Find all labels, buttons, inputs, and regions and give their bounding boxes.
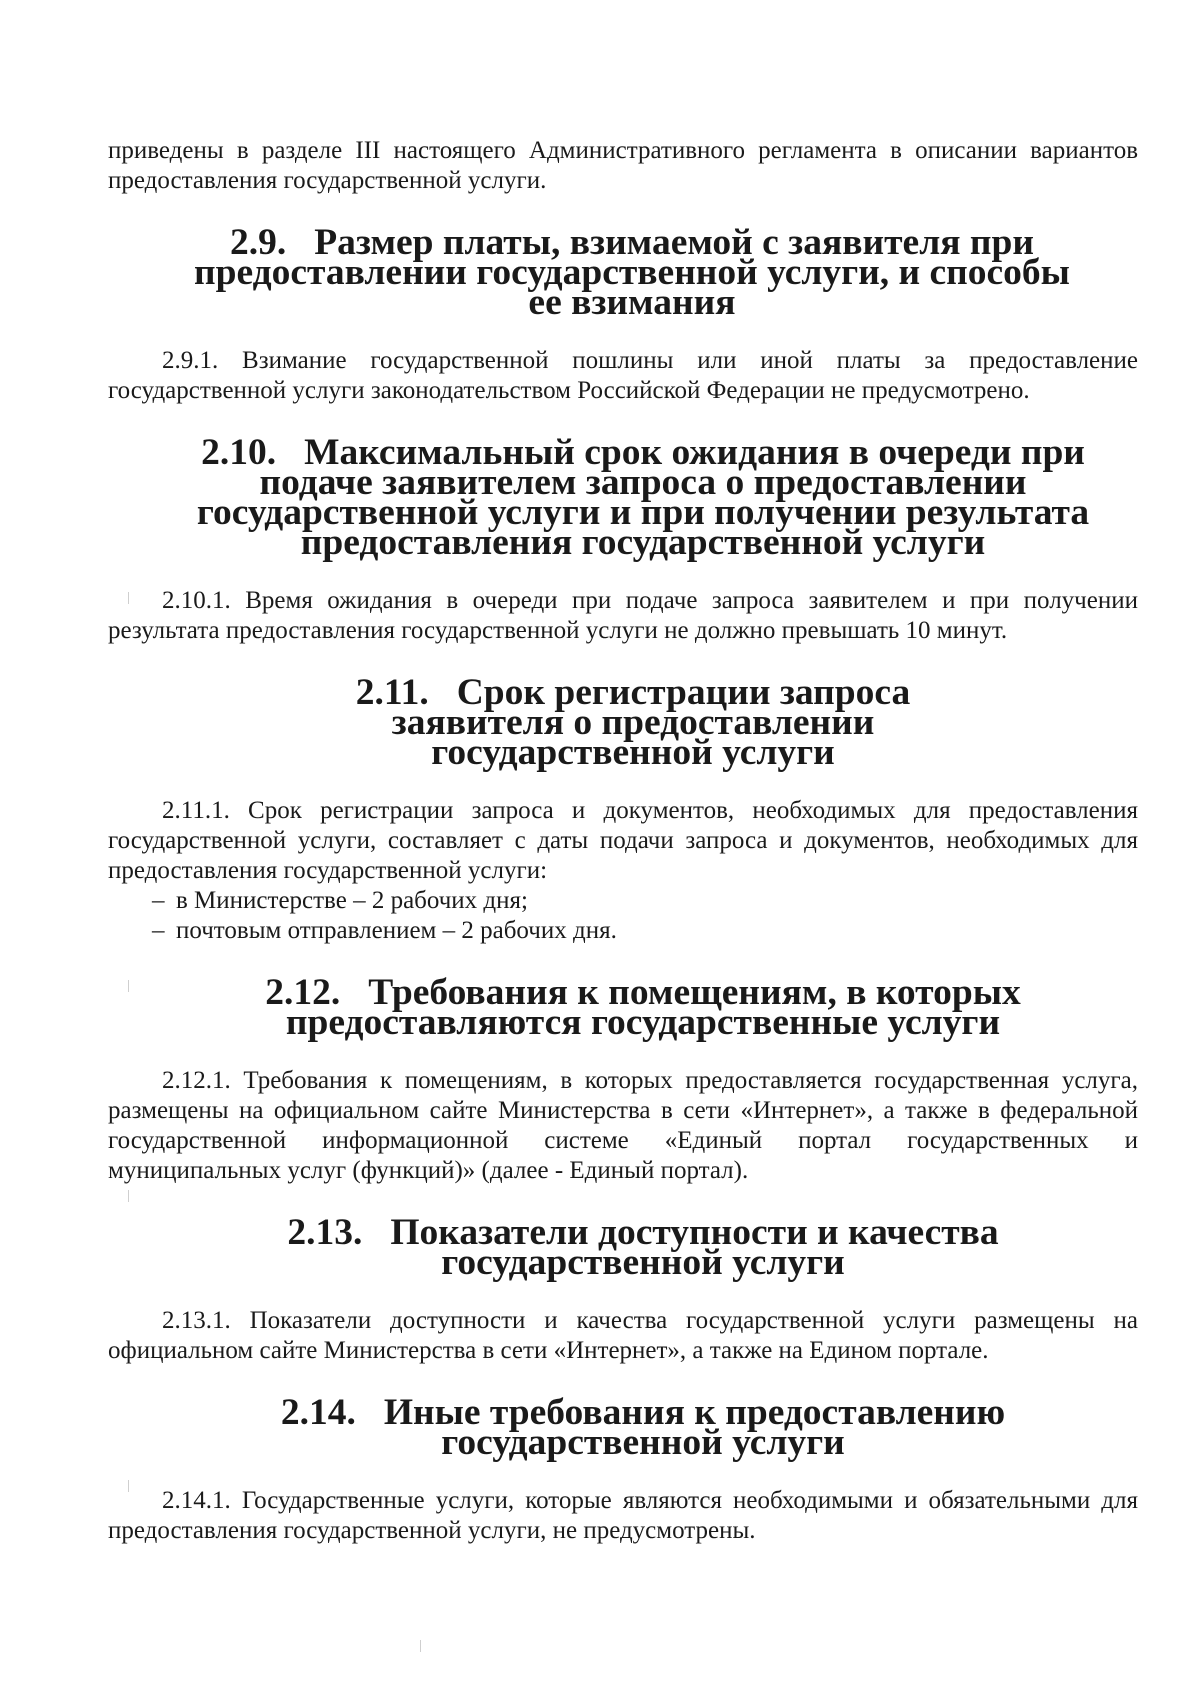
section-heading [108,1392,1138,1463]
section-2-9 [108,222,1138,406]
list-item-text: в Министерстве – 2 рабочих дня; [176,887,528,914]
list-item-text: почтовым отправлением – 2 рабочих дня. [176,917,617,944]
intro-paragraph: приведены в разделе III настоящего Административного регламента в описании вариантов предоставления государственной услуги. [108,137,1138,194]
section-heading [108,222,1138,323]
section-number: 2.13. [287,1212,363,1253]
requirements-list [108,886,1138,946]
list-item [108,916,1138,946]
section-paragraph: 2.14.1. Государственные услуги, которые являются необходимыми и обязательными для предоставления государственной услуги, не предусмотрены. [108,1487,1138,1544]
section-paragraph: 2.11.1. Срок регистрации запроса и документов, необходимых для предоставления государственной услуги, составляет с даты подачи запроса и документов, необходимых для предоставления государственной услуги: [108,797,1138,884]
section-2-10 [108,432,1138,646]
section-title: Максимальный срок ожидания в очереди при подаче заявителем запроса о предоставлении государственной услуги и при получении результата предоставления государственной услуги [196,432,1090,563]
scan-artifact [128,592,129,604]
section-paragraph: 2.12.1. Требования к помещениям, в которых предоставляется государственная услуга, размещены на официальном сайте Министерства в сети «Интернет», а также в федеральной государственной информационной системе «Единый портал государственных и муниципальных услуг (функций)» (далее - Единый портал). [108,1067,1138,1184]
section-2-12 [108,972,1138,1186]
scan-artifact [128,1480,129,1492]
section-number: 2.11. [355,672,429,713]
document-body [108,136,1138,1546]
section-title: Срок регистрации запроса заявителя о предоставлении государственной услуги [391,672,911,773]
section-2-14 [108,1392,1138,1546]
section-2-11 [108,672,1138,946]
section-number: 2.9. [230,222,287,263]
list-item [108,886,1138,916]
list-dash: – [152,887,165,914]
section-heading [108,1212,1138,1283]
scan-artifact [128,1190,129,1202]
section-number: 2.10. [201,432,277,473]
section-heading [108,672,1138,773]
section-heading [108,972,1138,1043]
section-title: Требования к помещениям, в которых предоставляются государственные услуги [285,972,1021,1043]
section-title: Иные требования к предоставлению государственной услуги [383,1392,1006,1463]
section-paragraph: 2.13.1. Показатели доступности и качества государственной услуги размещены на официальном сайте Министерства в сети «Интернет», а также на Едином портале. [108,1307,1138,1364]
scan-artifact [420,1640,421,1652]
section-paragraph: 2.9.1. Взимание государственной пошлины или иной платы за предоставление государственной услуги законодательством Российской Федерации не предусмотрено. [108,347,1138,404]
section-number: 2.12. [265,972,341,1013]
section-title: Показатели доступности и качества государственной услуги [390,1212,999,1283]
section-paragraph: 2.10.1. Время ожидания в очереди при подаче запроса заявителем и при получении результата предоставления государственной услуги не должно превышать 10 минут. [108,587,1138,644]
list-dash: – [152,917,165,944]
section-2-13 [108,1212,1138,1366]
scan-artifact [128,980,129,992]
section-heading [108,432,1138,563]
section-number: 2.14. [280,1392,356,1433]
section-title: Размер платы, взимаемой с заявителя при предоставлении государственной услуги, и способы ее взимания [194,222,1070,323]
